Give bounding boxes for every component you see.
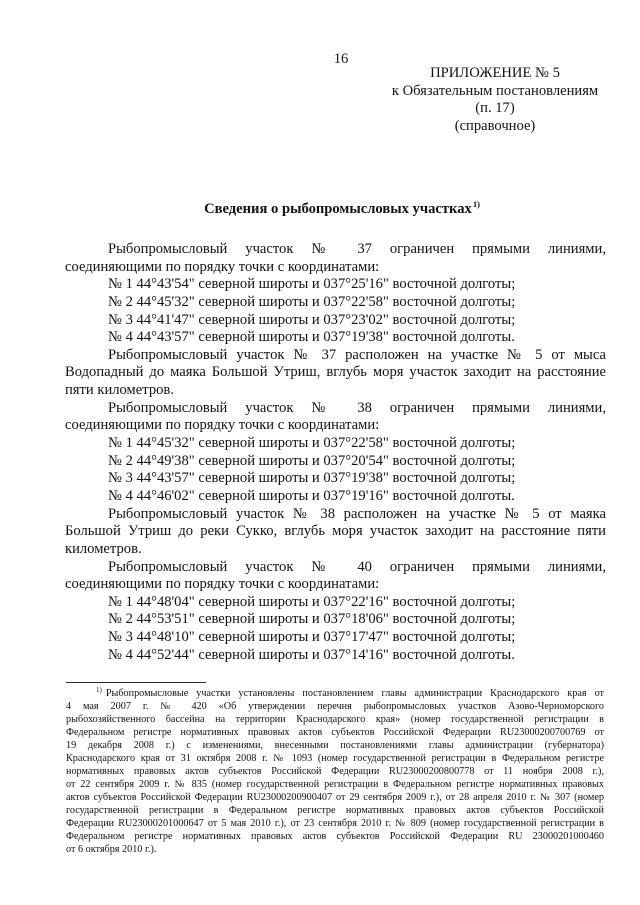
appendix-reference: к Обязательным постановлениям [391, 82, 599, 99]
boundary-intro-line: Рыбопромысловый участок № 37 ограничен прямыми линиями, [108, 241, 606, 257]
coordinate-point: № 2 44°53'51" северной широты и 037°18'06" восточной долготы; [108, 611, 516, 628]
footnote-line: нормативных правовых актов субъектов Российской Федерации RU23000200800778 от 11 ноября 2008 г.), [66, 766, 604, 777]
location-line: пяти километров. [65, 382, 174, 399]
footnote-line: Федеральном регистре нормативных правовых актов субъектов Российской Федерации RU23000200700769 от [66, 727, 604, 738]
coordinate-point: № 2 44°49'38" северной широты и 037°20'54" восточной долготы; [108, 452, 516, 469]
coordinate-point: № 3 44°43'57" северной широты и 037°19'38" восточной долготы; [108, 470, 516, 487]
fishing-area-38 [65, 400, 606, 559]
document-title-text: Сведения о рыбопромысловых участках [204, 201, 472, 217]
appendix-clause: (п. 17) [475, 100, 515, 116]
fishing-area-40 [65, 559, 606, 665]
coordinate-point: № 1 44°48'04" северной широты и 037°22'16" восточной долготы; [108, 593, 516, 610]
coordinate-point: № 4 44°52'44" северной широты и 037°14'16" восточной долготы. [108, 646, 515, 663]
footnote-line-text: Рыбопромысловые участки установлены постановлением главы администрации Краснодарского края от [105, 688, 604, 699]
appendix-header [384, 65, 606, 135]
location-line: Большой Утриш до реки Сукко, вглубь моря участок заходит на расстояние пяти [65, 523, 606, 540]
coordinate-point: № 3 44°41'47" северной широты и 037°23'02" восточной долготы; [108, 311, 516, 328]
coordinate-point: № 4 44°43'57" северной широты и 037°19'38" восточной долготы. [108, 329, 515, 346]
footnote [66, 687, 604, 856]
boundary-intro-line: соединяющими по порядку точки с координатами: [65, 576, 380, 593]
boundary-intro-line: Рыбопромысловый участок № 38 ограничен прямыми линиями, [108, 399, 606, 416]
footnote-separator [66, 682, 206, 683]
footnote-line: рыбохозяйственного бассейна на территории Краснодарского края» (номер государственной регистрации в [66, 714, 604, 725]
boundary-intro-line: соединяющими по порядку точки с координатами: [65, 258, 380, 275]
footnote-line: Федерации RU23000201000647 от 5 мая 2010 г.), от 23 сентября 2010 г. № 809 (номер государственной регистрации в [66, 818, 604, 829]
footnote-reference-mark: 1) [472, 199, 480, 209]
appendix-label: ПРИЛОЖЕНИЕ № 5 [430, 65, 560, 81]
footnote-line: актов субъектов Российской Федерации RU23000200900407 от 29 сентября 2009 г.), от 28 апреля 2010 г. № 307 (номер [66, 792, 604, 803]
location-line: Рыбопромысловый участок № 38 расположен на участке № 5 от маяка [108, 505, 606, 522]
coordinate-point: № 2 44°45'32" северной широты и 037°22'58" восточной долготы; [108, 293, 516, 310]
coordinate-point: № 4 44°46'02" северной широты и 037°19'16" восточной долготы. [108, 487, 515, 504]
document-body [65, 241, 606, 664]
coordinate-point: № 1 44°43'54" северной широты и 037°25'16" восточной долготы; [108, 276, 516, 293]
location-line: Рыбопромысловый участок № 37 расположен на участке № 5 от мыса [108, 346, 606, 363]
location-line: километров. [65, 540, 142, 557]
footnote-line: 19 декабря 2008 г.) с изменениями, внесенными постановлениями главы администрации (губернатора) [66, 740, 604, 751]
appendix-status: (справочное) [454, 117, 536, 134]
coordinate-point: № 3 44°48'10" северной широты и 037°17'47" восточной долготы; [108, 629, 516, 646]
footnote-line: Федеральном регистре нормативных правовых актов субъектов Российской Федерации RU 23000201000460 [66, 831, 604, 842]
coordinate-point: № 1 44°45'32" северной широты и 037°22'58" восточной долготы; [108, 435, 516, 452]
fishing-area-37 [65, 241, 606, 400]
boundary-intro-line: Рыбопромысловый участок № 40 ограничен прямыми линиями, [108, 558, 606, 575]
page-number: 16 [333, 51, 349, 67]
footnote-line: от 22 сентября 2009 г. № 835 (номер государственной регистрации в Федеральном регистре нормативных правовых [66, 779, 604, 790]
boundary-intro-line: соединяющими по порядку точки с координатами: [65, 417, 380, 434]
document-title [100, 201, 584, 219]
footnote-line [66, 687, 604, 700]
footnote-line: Краснодарского края от 31 октября 2008 г. № 1093 (номер государственной регистрации в Федеральном регистре [66, 753, 604, 764]
footnote-line: от 6 октября 2010 г.). [66, 844, 157, 855]
footnote-line: государственной регистрации в Федеральном регистре нормативных правовых актов субъектов Российской [66, 805, 604, 816]
location-line: Водопадный до маяка Большой Утриш, вглубь моря участок заходит на расстояние [65, 364, 606, 381]
footnote-mark: 1) [96, 686, 102, 694]
footnote-line: 4 мая 2007 г. № 420 «Об утверждении перечня рыбопромысловых участков Азово-Черноморского [66, 701, 604, 712]
